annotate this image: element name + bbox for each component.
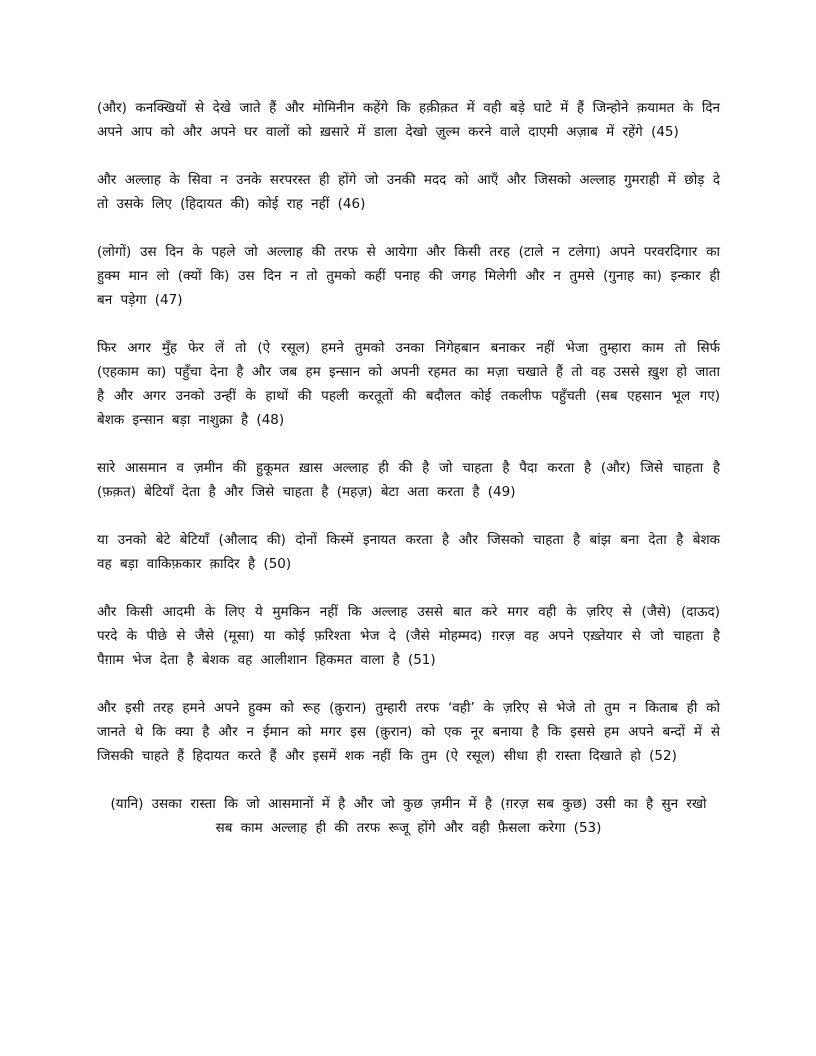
paragraph-verse-51: और किसी आदमी के लिए ये मुमकिन नहीं कि अल्लाह उससे बात करे मगर वही के ज़रिए से (जैसे) (दाऊद) परदे के पीछे से जैसे (मूसा) या कोई फ़रिश्ता भेज दे (जैसे मोहम्मद) ग़रज़ वह अपने एख़्तेयार से जो चाहता है पैग़ाम भेज देता है बेशक वह आलीशान हिकमत वाला है (51) — [97, 604, 720, 668]
paragraph-verse-49: सारे आसमान व ज़मीन की हुकूमत ख़ास अल्लाह ही की है जो चाहता है पैदा करता है (और) जिसे चाहता है (फ़क़त) बेटियाँ देता है और जिसे चाहता है (महज़) बेटा अता करता है (49) — [97, 460, 720, 500]
paragraph-verse-48: फिर अगर मुँह फेर लें तो (ऐ रसूल) हमने तुमको उनका निगेहबान बनाकर नहीं भेजा तुम्हारा काम तो सिर्फ (एहकाम का) पहुँचा देना है और जब हम इन्सान को अपनी रहमत का मज़ा चखाते हैं तो वह उससे ख़ुश हो जाता है और अगर उनको उन्हीं के हाथों की पहली करतूतों की बदौलत कोई तकलीफ पहुँचती (सब एहसान भूल गए) बेशक इन्सान बड़ा नाशुक्रा है (48) — [97, 340, 720, 428]
paragraph-verse-52: और इसी तरह हमने अपने हुक्म को रूह (क़ुरान) तुम्हारी तरफ ‘वही’ के ज़रिए से भेजे तो तुम न किताब ही को जानते थे कि क्या है और न ईमान को मगर इस (क़ुरान) को एक नूर बनाया है कि इससे हम अपने बन्दों में से जिसकी चाहते हैं हिदायत करते हैं और इसमें शक नहीं कि तुम (ऐ रसूल) सीधा ही रास्ता दिखाते हो (52) — [97, 700, 720, 764]
paragraph-verse-50: या उनको बेटे बेटियाँ (औलाद की) दोनों किस्में इनायत करता है और जिसको चाहता है बांझ बना देता है बेशक वह बड़ा वाकिफ़कार क़ादिर है (50) — [97, 532, 720, 572]
paragraph-verse-45: (और) कनक्खियों से देखे जाते हैं और मोमिनीन कहेंगे कि हक़ीक़त में वही बड़े घाटे में हैं जिन्होने क़यामत के दिन अपने आप को और अपने घर वालों को ख़सारे में डाला देखो ज़ुल्म करने वाले दाएमी अज़ाब में रहेंगे (45) — [97, 100, 720, 140]
paragraph-verse-46: और अल्लाह के सिवा न उनके सरपरस्त ही होंगे जो उनकी मदद को आएँ और जिसको अल्लाह गुमराही में छोड़ दे तो उसके लिए (हिदायत की) कोई राह नहीं (46) — [97, 172, 720, 212]
paragraph-verse-53: (यानि) उसका रास्ता कि जो आसमानों में है और जो कुछ ज़मीन में है (ग़रज़ सब कुछ) उसी का है सुन रखो सब काम अल्लाह ही की तरफ रूजू होंगे और वही फ़ैसला करेगा (53) — [110, 796, 707, 836]
paragraph-verse-47: (लोगों) उस दिन के पहले जो अल्लाह की तरफ से आयेगा और किसी तरह (टाले न टलेगा) अपने परवरदिगार का हुक्म मान लो (क्यों कि) उस दिन न तो तुमको कहीं पनाह की जगह मिलेगी और न तुमसे (गुनाह का) इन्कार ही बन पड़ेगा (47) — [97, 244, 720, 308]
